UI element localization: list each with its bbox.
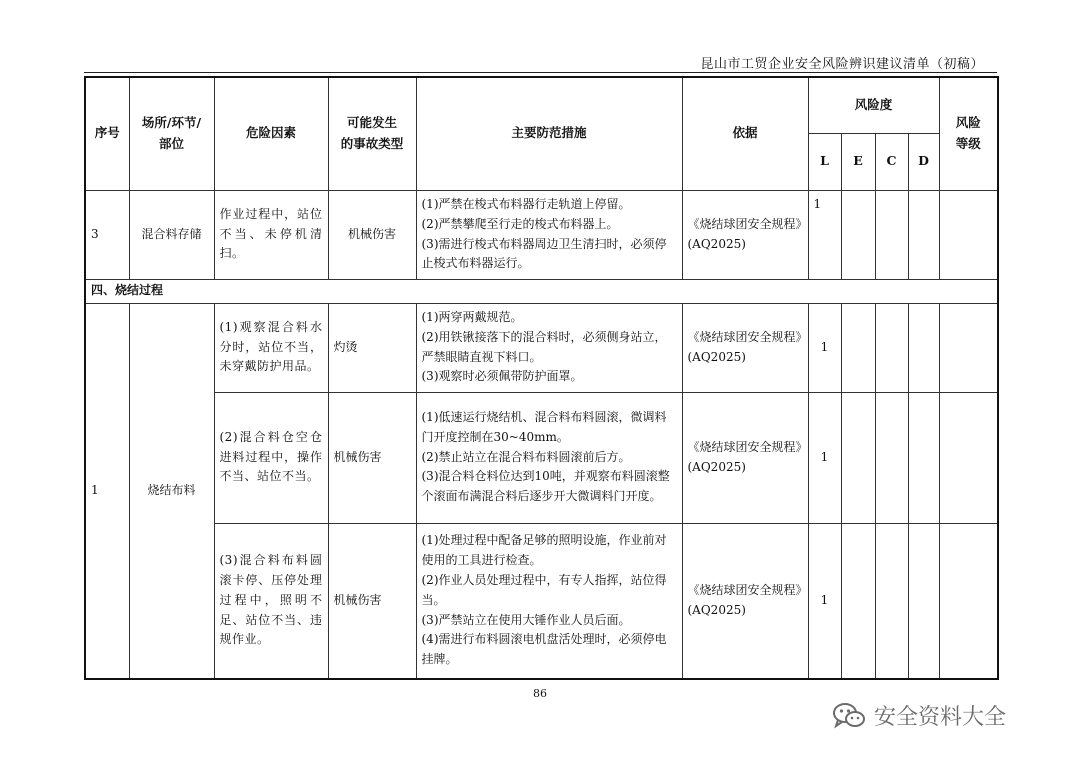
row-D	[908, 190, 939, 279]
row-E	[841, 523, 875, 679]
row-measures	[416, 190, 682, 279]
watermark	[832, 700, 1006, 731]
row-E	[841, 303, 875, 392]
header-rule	[84, 72, 997, 73]
row-level	[939, 190, 998, 279]
header-seq: 序号	[85, 77, 129, 190]
watermark-text: 安全资料大全	[874, 705, 1007, 730]
row-C	[875, 303, 908, 392]
header-place-line1: 场所/环节/	[141, 115, 202, 131]
group-seq: 1	[85, 303, 129, 679]
measure-item: (1)低速运行烧结机、混合料布料圆滚，微调料门开度控制在30~40mm。	[421, 410, 667, 444]
row-place: 混合料存储	[129, 190, 214, 279]
header-risk-degree: 风险度	[808, 77, 939, 133]
header-accident-line1: 可能发生	[346, 115, 397, 131]
row-L: 1	[808, 523, 841, 679]
measure-item: (3)混合料仓料位达到10吨，并观察布料圆滚整个滚面布满混合料后逐步开大微调料门开度。	[421, 469, 670, 504]
section-title: 四、烧结过程	[85, 279, 998, 303]
document-header-title: 昆山市工贸企业安全风险辨识建议清单（初稿）	[700, 57, 984, 72]
wechat-icon	[832, 701, 866, 731]
measure-item: (2)用铁锹接落下的混合料时，必须侧身站立，严禁眼睛直视下料口。	[421, 329, 667, 364]
row-seq: 3	[85, 190, 129, 279]
row-D	[908, 303, 939, 392]
header-level-line1: 风险	[955, 115, 981, 131]
table-row	[85, 392, 998, 523]
row-basis: 《烧结球团安全规程》(AQ2025)	[682, 392, 808, 523]
page-number: 86	[533, 687, 547, 700]
row-measures	[416, 303, 682, 392]
row-D	[908, 523, 939, 679]
row-L: 1	[808, 392, 841, 523]
table-row	[85, 303, 998, 392]
row-C	[875, 392, 908, 523]
header-basis: 依据	[682, 77, 808, 190]
row-L: 1	[808, 190, 841, 279]
row-level	[939, 303, 998, 392]
header-accident	[328, 77, 416, 190]
row-accident: 机械伤害	[328, 392, 416, 523]
risk-table	[84, 76, 999, 680]
row-hazard: (2)混合料仓空仓进料过程中，操作不当、站位不当。	[214, 392, 328, 523]
measure-item: (1)严禁在梭式布料器行走轨道上停留。	[421, 196, 631, 211]
row-E	[841, 392, 875, 523]
row-accident: 机械伤害	[328, 190, 416, 279]
header-place	[129, 77, 214, 190]
measure-item: (2)禁止站立在混合料布料圆滚前后方。	[421, 449, 631, 464]
measure-item: (3)观察时必须佩带防护面罩。	[421, 369, 583, 384]
section-row	[85, 279, 998, 303]
row-E	[841, 190, 875, 279]
header-risk-level	[939, 77, 998, 190]
row-level	[939, 523, 998, 679]
header-place-line2: 部位	[158, 135, 184, 151]
measure-item: (3)严禁站立在使用大锤作业人员后面。	[421, 612, 631, 627]
measure-item: (2)严禁攀爬至行走的梭式布料器上。	[421, 216, 619, 231]
row-L: 1	[808, 303, 841, 392]
group-place: 烧结布料	[129, 303, 214, 679]
header-C: C	[875, 133, 908, 190]
table-row	[85, 190, 998, 279]
header-accident-line2: 的事故类型	[340, 135, 404, 151]
measure-item: (4)需进行布料圆滚电机盘活处理时，必须停电挂牌。	[421, 632, 667, 667]
row-basis: 《烧结球团安全规程》(AQ2025)	[682, 523, 808, 679]
measure-item: (2)作业人员处理过程中，有专人指挥，站位得当。	[421, 573, 667, 607]
row-D	[908, 392, 939, 523]
header-level-line2: 等级	[955, 135, 981, 151]
row-C	[875, 190, 908, 279]
row-hazard: (1)观察混合料水分时，站位不当，未穿戴防护用品。	[214, 303, 328, 392]
measure-item: (3)需进行梭式布料器周边卫生清扫时，必须停止梭式布料器运行。	[421, 236, 667, 271]
row-measures	[416, 523, 682, 679]
row-measures	[416, 392, 682, 523]
measure-item: (1)处理过程中配备足够的照明设施，作业前对使用的工具进行检查。	[421, 533, 667, 568]
row-basis: 《烧结球团安全规程》(AQ2025)	[682, 190, 808, 279]
header-measures: 主要防范措施	[416, 77, 682, 190]
header-hazard: 危险因素	[214, 77, 328, 190]
row-C	[875, 523, 908, 679]
table-row	[85, 523, 998, 679]
row-hazard: (3)混合料布料圆滚卡停、压停处理过程中，照明不足、站位不当、违规作业。	[214, 523, 328, 679]
row-accident: 机械伤害	[328, 523, 416, 679]
header-L: L	[808, 133, 841, 190]
measure-item: (1)两穿两戴规范。	[421, 309, 523, 324]
row-accident: 灼烫	[328, 303, 416, 392]
row-hazard: 作业过程中，站位不当、未停机清扫。	[214, 190, 328, 279]
header-D: D	[908, 133, 939, 190]
row-level	[939, 392, 998, 523]
header-row-1	[85, 77, 998, 133]
header-E: E	[841, 133, 875, 190]
row-basis: 《烧结球团安全规程》(AQ2025)	[682, 303, 808, 392]
